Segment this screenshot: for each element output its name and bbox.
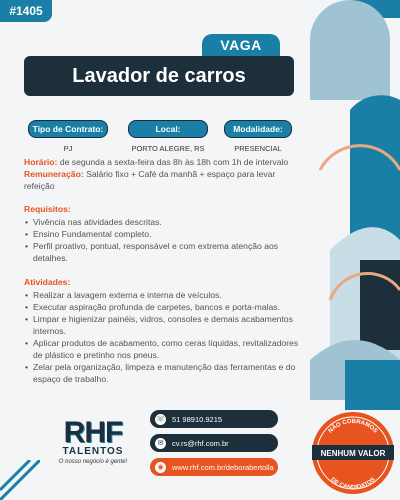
requirements-list xyxy=(24,216,300,264)
modality xyxy=(224,120,292,153)
location-label: Local: xyxy=(128,120,208,138)
no-fee-seal xyxy=(310,410,396,496)
location xyxy=(128,120,208,153)
seal-bottom-text: DE CANDIDATOS xyxy=(329,476,377,492)
activities-title: Atividades: xyxy=(24,277,71,287)
list-item: • Realizar a lavagem externa e interna de veículos. xyxy=(24,289,300,301)
list-item: • Aplicar produtos de acabamento, como ceras líquidas, revitalizadores de plástico e pretinho nos pneus. xyxy=(24,337,300,361)
email-contact[interactable] xyxy=(150,434,278,452)
phone-contact[interactable] xyxy=(150,410,278,428)
contract-type xyxy=(28,120,108,153)
vaga-tag: VAGA xyxy=(202,34,280,56)
whatsapp-icon: ☏ xyxy=(155,414,166,425)
salary-text: Salário fixo + Café da manhã + espaço para levar refeição xyxy=(24,169,276,191)
requirements-title: Requisitos: xyxy=(24,204,71,214)
job-info-row xyxy=(24,120,294,154)
company-logo xyxy=(48,418,138,478)
list-item: • Perfil proativo, pontual, responsável e com extrema atenção aos detalhes. xyxy=(24,240,300,264)
contract-type-value: PJ xyxy=(63,144,73,153)
contract-type-label: Tipo de Contrato: xyxy=(28,120,108,138)
activities-list xyxy=(24,289,300,385)
email-text: cv.rs@rhf.com.br xyxy=(172,438,229,448)
salary xyxy=(24,168,300,192)
modality-value: PRESENCIAL xyxy=(234,144,282,153)
location-value: PORTO ALEGRE, RS xyxy=(131,144,205,153)
phone-text: 51 98910.9215 xyxy=(172,414,223,424)
logo-subtitle: TALENTOS xyxy=(62,446,124,457)
job-title: Lavador de carros xyxy=(24,56,294,96)
schedule-text: de segunda a sexta-feira das 8h às 18h com 1h de intervalo xyxy=(57,157,289,167)
schedule-label: Horário: xyxy=(24,157,58,167)
seal-top-text: NÃO COBRAMOS xyxy=(327,418,379,435)
job-description xyxy=(24,156,300,385)
seal-center-text: NENHUM VALOR xyxy=(320,449,386,458)
web-icon: ◉ xyxy=(155,462,166,473)
list-item: • Executar aspiração profunda de carpetes, bancos e porta-malas. xyxy=(24,301,300,313)
list-item: • Ensino Fundamental completo. xyxy=(24,228,300,240)
logo-name: RHF xyxy=(63,416,123,449)
web-contact[interactable] xyxy=(150,458,278,476)
schedule xyxy=(24,156,300,168)
decorative-stripes xyxy=(0,460,40,500)
list-item: • Limpar e higienizar painéis, vidros, consoles e demais acabamentos internos. xyxy=(24,313,300,337)
salary-label: Remuneração: xyxy=(24,169,84,179)
email-icon: ✉ xyxy=(155,438,166,449)
web-text: www.rhf.com.br/deborabertolla xyxy=(172,462,274,472)
post-id-badge: #1405 xyxy=(0,0,52,22)
modality-label: Modalidade: xyxy=(224,120,292,138)
logo-tagline: O nosso negócio é gente! xyxy=(58,459,128,465)
list-item: • Vivência nas atividades descritas. xyxy=(24,216,300,228)
list-item: • Zelar pela organização, limpeza e manutenção das ferramentas e do espaço de trabalho. xyxy=(24,361,300,385)
